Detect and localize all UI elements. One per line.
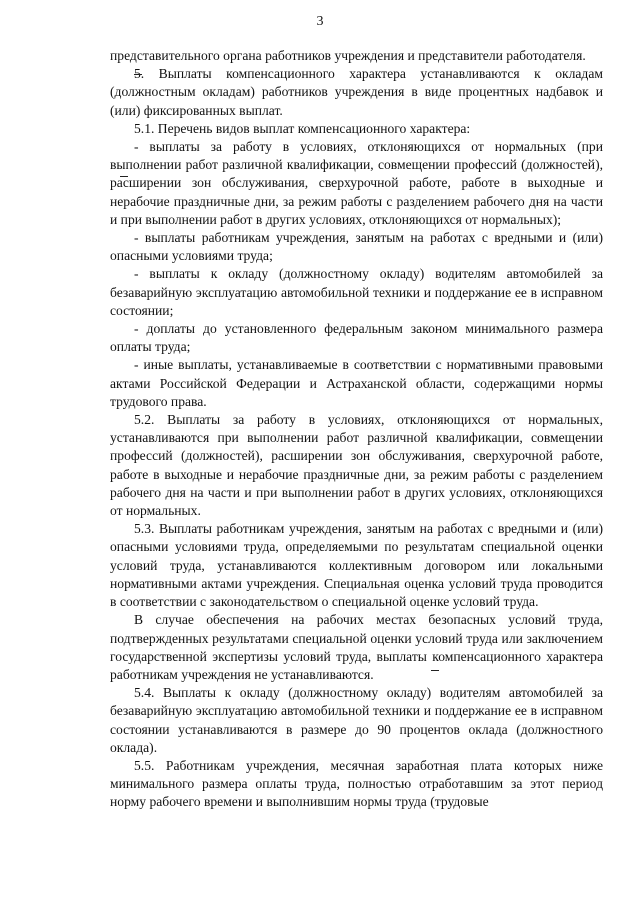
page-number: 3 — [316, 14, 324, 29]
paragraph: - иные выплаты, устанавливаемые в соответствии с нормативными правовыми актами Российской Федерации и Астраханской области, содержащими нормы трудового права. — [110, 357, 603, 409]
paragraph: - выплаты за работу в условиях, отклоняющихся от нормальных (при выполнении работ различной квалификации, совмещении профессий (должностей), расширении зон обслуживания, сверхурочной работе, работе в выходные и нерабочие праздничные дни, за режим работы с разделением рабочего дня на части и при выполнении работ в других условиях, отклоняющихся от нормальных); — [110, 139, 603, 227]
pen-mark — [120, 176, 128, 177]
paragraph: 5. Выплаты компенсационного характера устанавливаются к окладам (должностным окладам) работников учреждения в виде процентных надбавок и (или) фиксированных выплат. — [110, 66, 603, 118]
pen-mark — [431, 670, 439, 671]
paragraph: - выплаты к окладу (должностному окладу) водителям автомобилей за безаварийную эксплуатацию автомобильной техники и поддержание ее в исправном состоянии; — [110, 266, 603, 318]
paragraph: - доплаты до установленного федеральным законом минимального размера оплаты труда; — [110, 321, 603, 355]
paragraph: представительного органа работников учреждения и представители работодателя. — [110, 48, 586, 63]
document-body — [110, 47, 603, 812]
paragraph: 5.4. Выплаты к окладу (должностному окладу) водителям автомобилей за безаварийную эксплуатацию автомобильной техники и поддержание ее в исправном состоянии устанавливаются в размере до 90 процентов оклада (должностного оклада). — [110, 685, 603, 755]
paragraph: - выплаты работникам учреждения, занятым на работах с вредными и (или) опасными условиями труда; — [110, 230, 603, 264]
paragraph: В случае обеспечения на рабочих местах безопасных условий труда, подтвержденных результатами специальной оценки условий труда или заключением государственной экспертизы условий труда, выплаты компенсационного характера работникам учреждения не устанавливаются. — [110, 612, 603, 682]
pen-mark — [134, 74, 142, 75]
paragraph: 5.1. Перечень видов выплат компенсационного характера: — [134, 120, 471, 136]
paragraph: 5.5. Работникам учреждения, месячная заработная плата которых ниже минимального размера оплаты труда, полностью отработавшим за этот период норму рабочего времени и выполнившим нормы труда (трудовые — [110, 757, 603, 810]
paragraph: 5.2. Выплаты за работу в условиях, отклоняющихся от нормальных, устанавливаются при выполнении работ различной квалификации, совмещении профессий (должностей), расширении зон обслуживания, сверхурочной работе, работе в выходные и нерабочие праздничные дни, за режим работы с разделением рабочего дня на части и при выполнении работ в других условиях, отклоняющихся от нормальных. — [110, 412, 603, 519]
paragraph: 5.3. Выплаты работникам учреждения, занятым на работах с вредными и (или) опасными условиями труда, определяемыми по результатам специальной оценки условий труда, устанавливаются коллективным договором или локальными нормативными актами учреждения. Специальная оценка условий труда проводится в соответствии с законодательством о специальной оценке условий труда. — [110, 521, 603, 610]
